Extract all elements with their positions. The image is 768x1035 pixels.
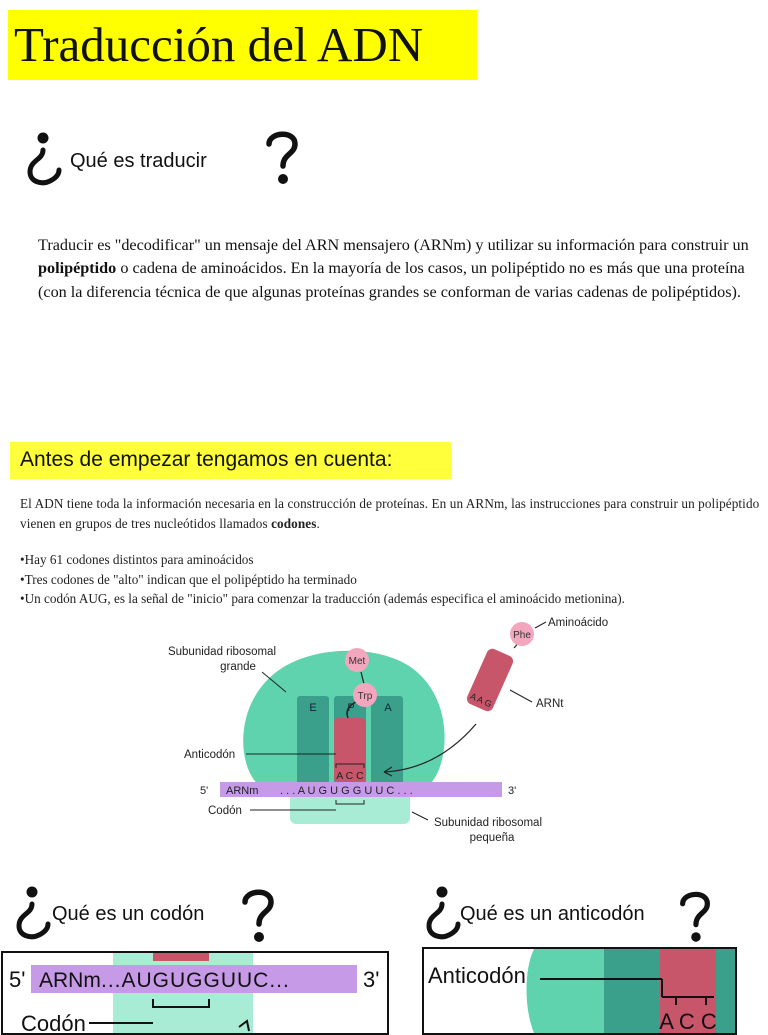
- phe-label: Phe: [513, 630, 531, 641]
- card-arnm-label: ARNm: [39, 969, 101, 992]
- site-a-label: A: [384, 702, 392, 714]
- anticodon-zoom-card: [422, 947, 737, 1035]
- five-prime: 5': [200, 785, 209, 797]
- question-traducir: Qué es traducir: [70, 150, 207, 172]
- inverted-question-mark-icon: [14, 884, 54, 942]
- codon-zoom-card: [1, 951, 389, 1035]
- page-title: Traducción del ADN: [14, 17, 424, 72]
- arnm-label: ARNm: [226, 785, 259, 797]
- three-prime: 3': [508, 785, 517, 797]
- question-anticodon: Qué es un anticodón: [460, 903, 645, 925]
- card-three-prime: 3': [363, 967, 380, 992]
- small-subunit-label-2: pequeña: [469, 832, 515, 844]
- big-subunit-label-1: Subunidad ribosomal: [167, 646, 277, 658]
- anticodon-label: Anticodón: [184, 749, 236, 761]
- inverted-question-mark-icon: [26, 130, 64, 188]
- bullet-item: •Tres codones de "alto" indican que el polipéptido ha terminado: [20, 571, 357, 587]
- trna-anticodon-aag: A A G: [468, 690, 494, 710]
- question-mark-icon: [676, 890, 714, 944]
- question-mark-icon: [262, 130, 302, 186]
- polipeptido-bold: polipéptido: [38, 259, 117, 278]
- definition-paragraph: Traducir es "decodificar" un mensaje del ARN mensajero (ARNm) y utilizar su información para construir un polipéptido o cadena de aminoácidos. En la mayoría de los casos, un polipéptido no es más que una proteína (con la diferencia técnica de que algunas proteínas grandes se conforman de varias cadenas de polipéptidos).: [38, 236, 749, 301]
- translation-diagram: [0, 610, 768, 860]
- aminoacido-label: Aminoácido: [548, 617, 609, 629]
- site-p-label: P: [347, 702, 355, 714]
- card-five-prime: 5': [9, 967, 26, 992]
- question-codon: Qué es un codón: [52, 903, 205, 925]
- small-subunit-label-1: Subunidad ribosomal: [433, 817, 543, 829]
- acc-label: A C C: [336, 770, 364, 782]
- big-subunit-label-2: grande: [220, 661, 256, 673]
- inverted-question-mark-icon: [424, 884, 464, 942]
- met-label: Met: [348, 656, 366, 667]
- arnt-label: ARNt: [536, 698, 564, 710]
- antes-heading: Antes de empezar tengamos en cuenta:: [20, 448, 393, 471]
- card-acc-label: A C C: [659, 1009, 717, 1033]
- card-codon-label: Codón: [21, 1011, 86, 1033]
- question-mark-icon: [238, 888, 278, 944]
- bullet-list: [20, 550, 768, 609]
- codon-label: Codón: [208, 805, 242, 817]
- card-mrna-sequence: ...AUGUGGUUC...: [101, 969, 290, 992]
- trp-label: Trp: [357, 691, 373, 702]
- mrna-sequence: . . . A U G U G G U U C . . .: [280, 785, 413, 797]
- site-e-label: E: [309, 702, 317, 714]
- bullet-item: •Hay 61 codones distintos para aminoácidos: [20, 552, 254, 567]
- codones-bold: codones: [271, 515, 317, 531]
- adn-paragraph: El ADN tiene toda la información necesaria en la construcción de proteínas. En un ARNm, las instrucciones para construir un polipéptido vienen en grupos de tres nucleótidos llamados codones.: [20, 496, 760, 531]
- bullet-item: •Un codón AUG, es la señal de "inicio" para comenzar la traducción (además especifica el aminoácido metionina).: [20, 591, 625, 606]
- card-anticodon-label: Anticodón: [428, 963, 526, 988]
